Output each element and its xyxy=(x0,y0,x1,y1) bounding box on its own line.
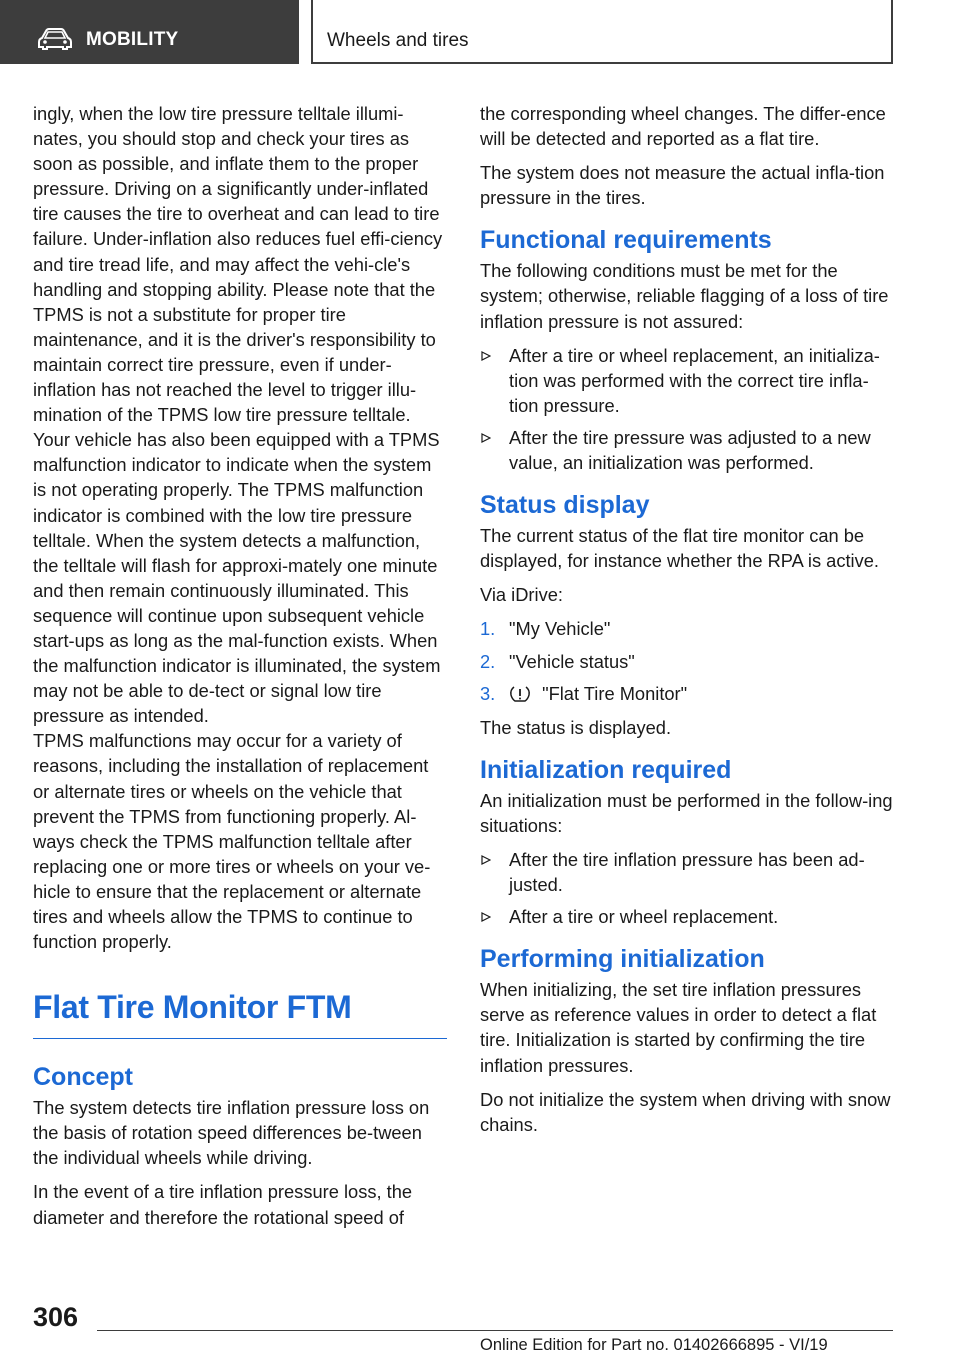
car-icon xyxy=(38,28,72,50)
paragraph: the corresponding wheel changes. The differ-ence will be detected and reported as a flat tire. xyxy=(480,103,886,150)
chapter-heading: Flat Tire Monitor FTM xyxy=(33,988,447,1039)
section-label: MOBILITY xyxy=(86,29,179,50)
step-number: 3. xyxy=(480,682,496,704)
edition-footer: Online Edition for Part no. 01402666895 - VI/19 xyxy=(480,1336,828,1354)
header-section-tab xyxy=(0,0,299,64)
step-number: 1. xyxy=(480,618,496,640)
list-item-text: "My Vehicle" xyxy=(509,618,611,640)
paragraph: In the event of a tire inflation pressure loss, the diameter and therefore the rotational speed of xyxy=(33,1181,413,1228)
list-item xyxy=(480,343,895,418)
list-item xyxy=(480,847,895,897)
paragraph: Do not initialize the system when driving with snow chains. xyxy=(480,1088,891,1135)
paragraph: The system detects tire inflation pressure loss on the basis of rotation speed differences be-tween the individual wheels while driving. xyxy=(33,1097,430,1169)
footer-divider xyxy=(97,1330,893,1331)
triangle-bullet-icon xyxy=(481,351,491,361)
chapter-tab xyxy=(311,0,893,64)
numbered-list xyxy=(480,616,895,705)
paragraph: When initializing, the set tire inflation pressures serve as reference values in order to detect a flat tire. Initialization is started by confirming the tire inflation pressures. xyxy=(480,979,877,1076)
right-column xyxy=(480,101,895,1146)
paragraph: An initialization must be performed in the follow-ing situations: xyxy=(480,789,893,836)
list-item-text: After a tire or wheel replacement, an initializa-tion was performed with the correct tire infla-tion pressure. xyxy=(509,344,880,416)
triangle-bullet-icon xyxy=(481,855,491,865)
bullet-list xyxy=(480,847,895,929)
step-number: 2. xyxy=(480,650,496,672)
list-item-text: After the tire inflation pressure has been ad-justed. xyxy=(509,848,865,896)
list-item xyxy=(480,425,895,475)
paragraph: Via iDrive: xyxy=(480,584,563,606)
tire-pressure-warning-icon xyxy=(509,685,531,703)
paragraph: Your vehicle has also been equipped with a TPMS malfunction indicator to indicate when the system is not operating properly. The TPMS malfunction indicator is combined with the low tire pressure telltale. When the system detects a malfunction, the telltale will flash for approxi-mately one minute and then remain continuously illuminated. This sequence will continue upon subsequent vehicle start-ups as long as the mal-function exists. When the malfunction indicator is illuminated, the system may not be able to de-tect or signal low tire pressure as intended. xyxy=(33,429,441,727)
paragraph: The system does not measure the actual infla-tion pressure in the tires. xyxy=(480,162,885,209)
list-item xyxy=(480,649,895,674)
list-item xyxy=(480,681,895,706)
paragraph: The status is displayed. xyxy=(480,716,672,738)
left-column xyxy=(33,101,447,1239)
list-item-text: After the tire pressure was adjusted to a new value, an initialization was performed. xyxy=(509,426,871,474)
triangle-bullet-icon xyxy=(481,433,491,443)
paragraph: The following conditions must be met for the system; otherwise, reliable flagging of a loss of tire inflation pressure is not assured: xyxy=(480,260,889,332)
paragraph: The current status of the flat tire monitor can be displayed, for instance whether the RPA is active. xyxy=(480,525,880,572)
list-item-text: "Vehicle status" xyxy=(509,650,635,672)
list-item xyxy=(480,616,895,641)
triangle-bullet-icon xyxy=(481,912,491,922)
list-item xyxy=(480,904,895,929)
list-item-text: "Flat Tire Monitor" xyxy=(542,682,688,704)
section-heading-initialization-required: Initialization required xyxy=(480,755,732,784)
list-item-text: After a tire or wheel replacement. xyxy=(509,906,779,928)
section-heading-concept: Concept xyxy=(33,1063,133,1092)
section-heading-performing-initialization: Performing initialization xyxy=(480,945,765,974)
section-heading-status-display: Status display xyxy=(480,491,650,520)
paragraph: TPMS malfunctions may occur for a variety of reasons, including the installation of replacement or alternate tires or wheels on the vehicle that prevent the TPMS from functioning properly. Al-ways check the TPMS malfunction telltale after replacing one or more tires or wheels on your ve-hicle to ensure that the replacement or alternate tires and wheels allow the TPMS to continue to function properly. xyxy=(33,730,431,953)
paragraph: ingly, when the low tire pressure telltale illumi-nates, you should stop and check your tires as soon as possible, and inflate them to the proper pressure. Driving on a significantly under-inflated tire causes the tire to overheat and can lead to tire failure. Under-inflation also reduces fuel effi-ciency and tire tread life, and may affect the vehi-cle's handling and stopping ability. Please note that the TPMS is not a substitute for proper tire maintenance, and it is the driver's responsibility to maintain correct tire pressure, even if under-inflation has not reached the level to trigger illu-mination of the TPMS low tire pressure telltale. xyxy=(33,103,443,426)
chapter-label: Wheels and tires xyxy=(327,30,469,51)
bullet-list xyxy=(480,343,895,475)
page-number: 306 xyxy=(33,1302,79,1332)
section-heading-functional-requirements: Functional requirements xyxy=(480,226,772,255)
